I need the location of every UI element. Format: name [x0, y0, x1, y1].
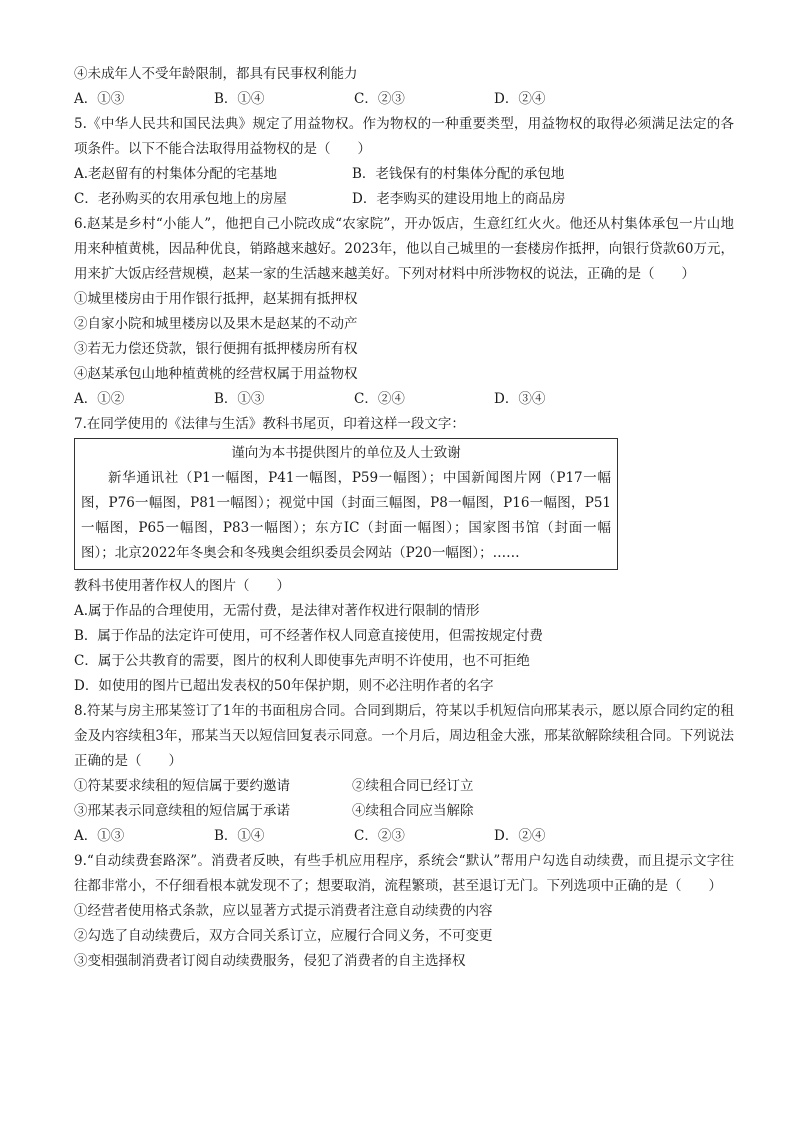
- q6-option-b: B．①③: [214, 391, 265, 407]
- q5-stem: 5.《中华人民共和国民法典》规定了用益物权。作为物权的一种重要类型，用益物权的取得必须满足法定的各项条件。以下不能合法取得用益物权的是（ ）: [74, 116, 734, 157]
- q6-item-4: ④赵某承包山地种植黄桃的经营权属于用益物权: [74, 366, 358, 382]
- q9-stem: 9.“自动续费套路深”。消费者反映，有些手机应用程序，系统会“默认”帮用户勾选自动续费，而且提示文字往往都非常小，不仔细看根本就发现不了；想要取消，流程繁琐，甚至退订无门。下列选项中正确的是（ ）: [74, 853, 734, 894]
- q8-item-1: ①符某要求续租的短信属于要约邀请: [74, 778, 290, 794]
- q8-item-4: ④续租合同应当解除: [352, 803, 474, 819]
- q8-options: [74, 824, 734, 849]
- q7-option-d: D．如使用的图片已超出发表权的50年保护期，则不必注明作者的名字: [74, 678, 494, 694]
- q7-stem: 7.在同学使用的《法律与生活》教科书尾页，印着这样一段文字：: [74, 416, 465, 432]
- q5-option-b: B．老钱保有的村集体分配的承包地: [352, 166, 565, 182]
- q7-option-a: A.属于作品的合理使用，无需付费，是法律对著作权进行限制的情形: [74, 603, 480, 619]
- q6-item-2: ②自家小院和城里楼房以及果木是赵某的不动产: [74, 316, 358, 332]
- q7-question: 教科书使用著作权人的图片（ ）: [74, 578, 290, 594]
- q8-item-2: ②续租合同已经订立: [352, 778, 474, 794]
- q4-item-4: ④未成年人不受年龄限制，都具有民事权利能力: [74, 66, 358, 82]
- q7-material-box: [74, 438, 618, 570]
- q9-item-3: ③变相强制消费者订阅自动续费服务，侵犯了消费者的自主选择权: [74, 953, 466, 969]
- q4-options: [74, 87, 734, 112]
- q8-option-d: D．②④: [494, 828, 546, 844]
- page-content: [74, 62, 734, 974]
- q4-option-c: C．②③: [354, 91, 405, 107]
- q8-option-b: B．①④: [214, 828, 265, 844]
- q7-box-title: 谨向为本书提供图片的单位及人士致谢: [231, 445, 461, 461]
- q8-stem: 8.符某与房主邢某签订了1年的书面租房合同。合同到期后，符某以手机短信向邢某表示，愿以原合同约定的租金及内容续租3年，邢某当天以短信回复表示同意。一个月后，周边租金大涨，邢某欲解除续租合同。下列说法正确的是（ ）: [74, 703, 734, 769]
- q6-item-3: ③若无力偿还贷款，银行便拥有抵押楼房所有权: [74, 341, 358, 357]
- q5-option-d: D．老李购买的建设用地上的商品房: [352, 191, 566, 207]
- q8-items-row2: [74, 799, 734, 824]
- q9-item-2: ②勾选了自动续费后，双方合同关系订立，应履行合同义务，不可变更: [74, 928, 493, 944]
- q5-option-c: C．老孙购买的农用承包地上的房屋: [74, 191, 287, 207]
- q6-option-d: D．③④: [494, 391, 546, 407]
- q8-item-3: ③邢某表示同意续租的短信属于承诺: [74, 803, 290, 819]
- q5-options-row1: [74, 162, 734, 187]
- q7-option-b: B．属于作品的法定许可使用，可不经著作权人同意直接使用，但需按规定付费: [74, 628, 543, 644]
- q8-option-a: A．①③: [74, 828, 125, 844]
- q5-option-a: A.老赵留有的村集体分配的宅基地: [74, 166, 278, 182]
- q6-item-1: ①城里楼房由于用作银行抵押，赵某拥有抵押权: [74, 291, 358, 307]
- q4-option-d: D．②④: [494, 91, 546, 107]
- q8-option-c: C．②③: [354, 828, 405, 844]
- q6-option-c: C．②④: [354, 391, 405, 407]
- q5-options-row2: [74, 187, 734, 212]
- q7-option-c: C．属于公共教育的需要，图片的权利人即使事先声明不许使用，也不可拒绝: [74, 653, 530, 669]
- q7-box-text: 新华通讯社（P1一幅图，P41一幅图，P59一幅图）；中国新闻图片网（P17一幅图，P76一幅图，P81一幅图）；视觉中国（封面三幅图，P8一幅图，P16一幅图，P51一幅图，P65一幅图，P83一幅图）；东方IC（封面一幅图）；国家图书馆（封面一幅图）；北京2022年冬奥会和冬残奥会组织委员会网站（P20一幅图）；……: [81, 470, 611, 561]
- q6-option-a: A．①②: [74, 391, 125, 407]
- q4-option-a: A．①③: [74, 91, 125, 107]
- q9-item-1: ①经营者使用格式条款，应以显著方式提示消费者注意自动续费的内容: [74, 903, 493, 919]
- q6-stem: 6.赵某是乡村“小能人”，他把自己小院改成“农家院”，开办饭店，生意红红火火。他还从村集体承包一片山地用来种植黄桃，因品种优良，销路越来越好。2023年，他以自己城里的一套楼房作抵押，向银行贷款60万元，用来扩大饭店经营规模，赵某一家的生活越来越美好。下列对材料中所涉物权的说法，正确的是（ ）: [74, 216, 734, 282]
- q8-items-row1: [74, 774, 734, 799]
- q6-options: [74, 387, 734, 412]
- q4-option-b: B．①④: [214, 91, 265, 107]
